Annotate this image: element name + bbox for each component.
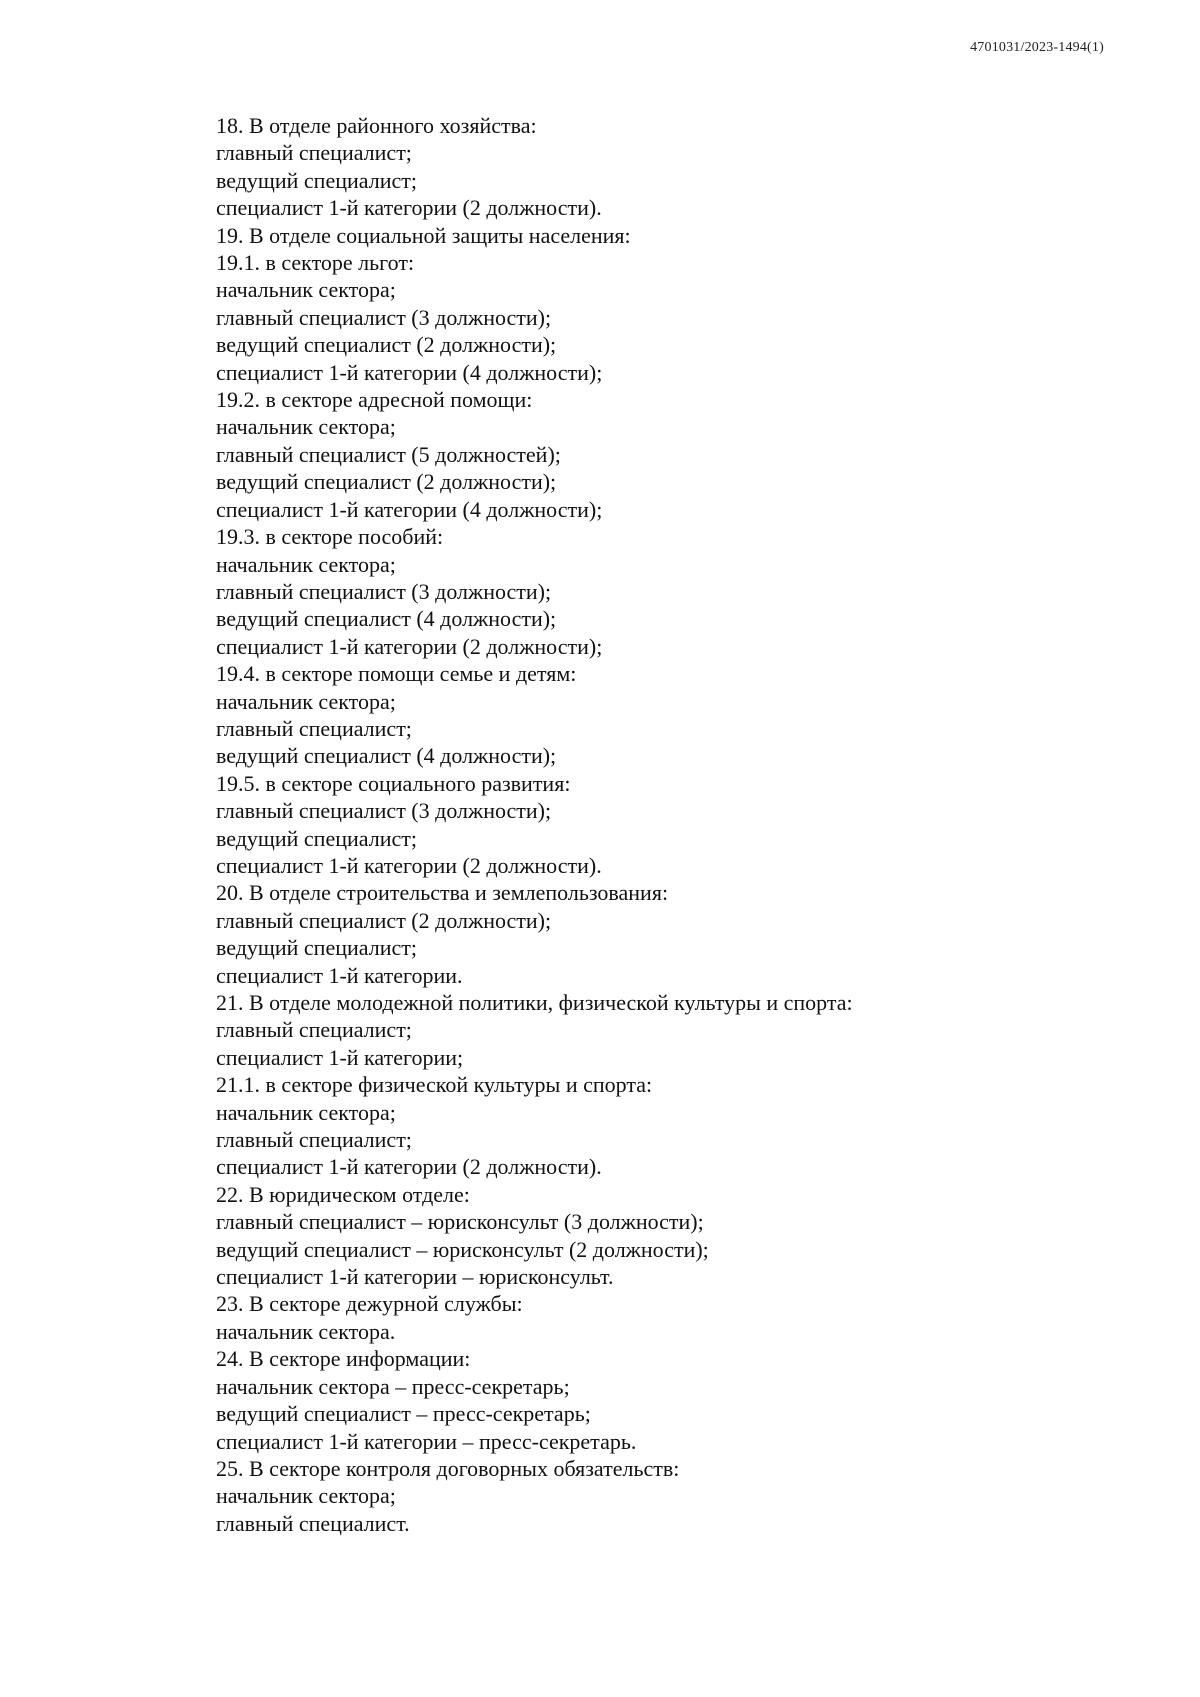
subsection-heading: 19.3. в секторе пособий: (216, 524, 444, 550)
position-line: главный специалист; (216, 1017, 412, 1043)
position-line: начальник сектора; (216, 414, 396, 440)
position-line: ведущий специалист; (216, 935, 417, 961)
position-line: специалист 1-й категории. (216, 962, 463, 988)
position-line: ведущий специалист; (216, 825, 417, 851)
position-line: специалист 1-й категории (2 должности); (216, 633, 603, 659)
section-heading: 20. В отделе строительства и землепользования: (216, 880, 669, 906)
position-line: начальник сектора; (216, 1483, 396, 1509)
position-line: специалист 1-й категории (2 должности). (216, 1154, 602, 1180)
position-line: главный специалист (3 должности); (216, 304, 552, 330)
section-heading: 24. В секторе информации: (216, 1346, 471, 1372)
position-line: ведущий специалист (2 должности); (216, 469, 557, 495)
document-number: 4701031/2023-1494(1) (970, 40, 1104, 55)
position-line: специалист 1-й категории (4 должности); (216, 359, 603, 385)
subsection-heading: 21.1. в секторе физической культуры и спорта: (216, 1072, 653, 1098)
subsection-heading: 19.5. в секторе социального развития: (216, 770, 571, 796)
position-line: главный специалист; (216, 140, 412, 166)
position-line: начальник сектора; (216, 551, 396, 577)
position-line: главный специалист; (216, 1127, 412, 1153)
position-line: главный специалист (3 должности); (216, 798, 552, 824)
position-line: специалист 1-й категории – пресс-секретарь. (216, 1428, 637, 1454)
position-line: главный специалист. (216, 1510, 410, 1536)
section-heading: 23. В секторе дежурной службы: (216, 1291, 523, 1317)
position-line: главный специалист (2 должности); (216, 907, 552, 933)
section-heading: 21. В отделе молодежной политики, физической культуры и спорта: (216, 990, 853, 1015)
section-heading: 18. В отделе районного хозяйства: (216, 113, 537, 138)
position-line: начальник сектора; (216, 277, 396, 303)
subsection-heading: 19.1. в секторе льгот: (216, 250, 415, 276)
section-heading: 19. В отделе социальной защиты населения: (216, 222, 631, 248)
position-line: главный специалист; (216, 715, 412, 741)
position-line: специалист 1-й категории – юрисконсульт. (216, 1264, 614, 1290)
position-line: ведущий специалист (4 должности); (216, 606, 557, 632)
subsection-heading: 19.4. в секторе помощи семье и детям: (216, 661, 577, 687)
section-heading: 25. В секторе контроля договорных обязательств: (216, 1455, 680, 1481)
position-line: начальник сектора – пресс-секретарь; (216, 1373, 570, 1399)
position-line: специалист 1-й категории (2 должности). (216, 195, 602, 221)
position-line: специалист 1-й категории; (216, 1044, 464, 1070)
position-line: начальник сектора; (216, 688, 396, 714)
position-line: специалист 1-й категории (4 должности); (216, 496, 603, 522)
position-line: ведущий специалист – пресс-секретарь; (216, 1401, 591, 1427)
position-line: начальник сектора; (216, 1099, 396, 1125)
position-line: ведущий специалист (4 должности); (216, 743, 557, 769)
position-line: ведущий специалист – юрисконсульт (2 должности); (216, 1236, 709, 1262)
position-line: главный специалист (5 должностей); (216, 441, 561, 467)
position-line: начальник сектора. (216, 1318, 396, 1344)
position-line: главный специалист (3 должности); (216, 578, 552, 604)
position-line: главный специалист – юрисконсульт (3 должности); (216, 1209, 704, 1235)
position-line: ведущий специалист; (216, 167, 417, 193)
document-body (216, 112, 1116, 1537)
position-line: специалист 1-й категории (2 должности). (216, 852, 602, 878)
position-line: ведущий специалист (2 должности); (216, 332, 557, 358)
section-heading: 22. В юридическом отделе: (216, 1181, 470, 1207)
subsection-heading: 19.2. в секторе адресной помощи: (216, 387, 533, 413)
